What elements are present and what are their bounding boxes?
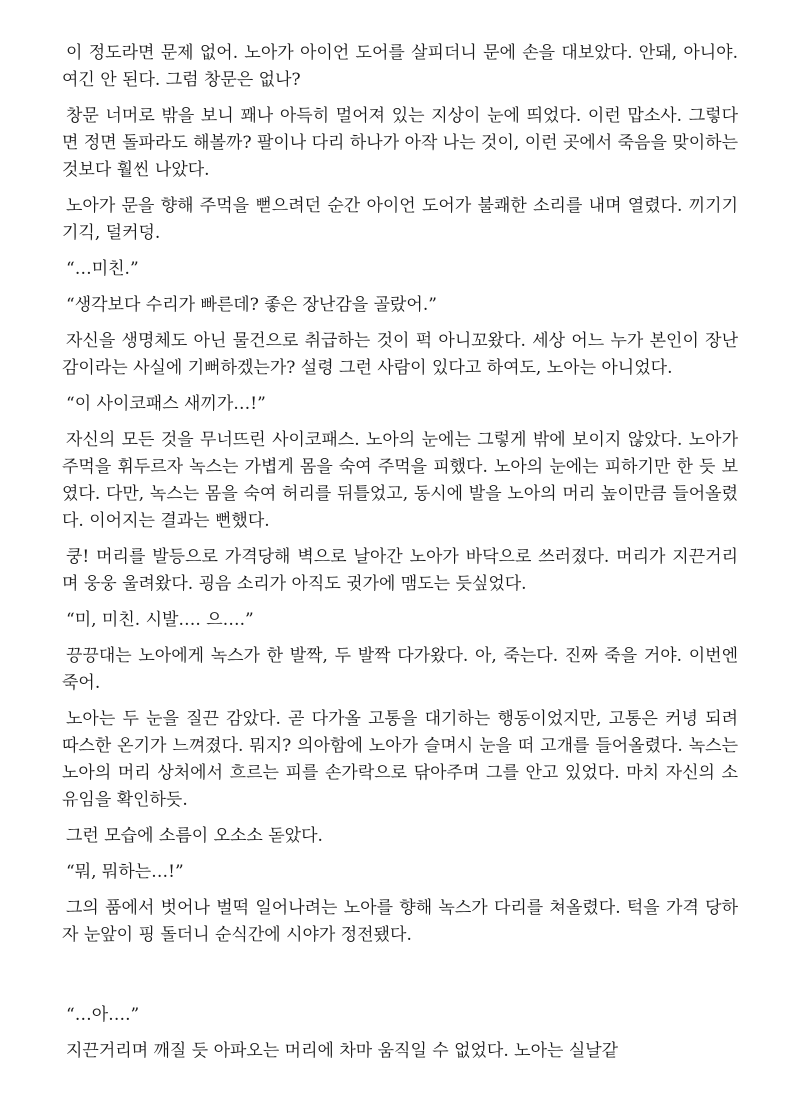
paragraph: 창문 너머로 밖을 보니 꽤나 아득히 멀어져 있는 지상이 눈에 띄었다. 이런 맙소사. 그렇다면 정면 돌파라도 해볼까? 팔이나 다리 하나가 아작 나는 것이, 이런 곳에서 죽음을 맞이하는 것보다 훨씬 나았다. <box>62 106 738 180</box>
paragraph: 그의 품에서 벗어나 벌떡 일어나려는 노아를 향해 녹스가 다리를 쳐올렸다. 턱을 가격 당하자 눈앞이 핑 돌더니 순식간에 시야가 정전됐다. <box>62 898 738 945</box>
paragraph: 끙끙대는 노아에게 녹스가 한 발짝, 두 발짝 다가왔다. 아, 죽는다. 진짜 죽을 거야. 이번엔 죽어. <box>62 646 738 693</box>
dialogue-line: “이 사이코패스 새끼가…!” <box>66 394 266 414</box>
paragraph: 노아가 문을 향해 주먹을 뻗으려던 순간 아이언 도어가 불쾌한 소리를 내며 열렸다. 끼기기기긱, 덜커덩. <box>62 196 738 243</box>
scene-break <box>62 958 738 1002</box>
paragraph: 쿵! 머리를 발등으로 가격당해 벽으로 날아간 노아가 바닥으로 쓰러졌다. 머리가 지끈거리며 웅웅 울려왔다. 굉음 소리가 아직도 귓가에 맴도는 듯싶었다. <box>62 547 738 594</box>
dialogue-line: “…미친.” <box>66 259 139 279</box>
paragraph: 자신을 생명체도 아닌 물건으로 취급하는 것이 퍽 아니꼬왔다. 세상 어느 누가 본인이 장난감이라는 사실에 기뻐하겠는가? 설령 그런 사람이 있다고 하여도, 노아는 아니었다. <box>62 331 738 378</box>
paragraph: 그런 모습에 소름이 오소소 돋았다. <box>66 826 323 846</box>
paragraph: 지끈거리며 깨질 듯 아파오는 머리에 차마 움직일 수 없었다. 노아는 실날같 <box>66 1041 619 1061</box>
dialogue-line: “…아….” <box>66 1005 140 1025</box>
paragraph: 노아는 두 눈을 질끈 감았다. 곧 다가올 고통을 대기하는 행동이었지만, 고통은 커녕 되려 따스한 온기가 느껴졌다. 뭐지? 의아함에 노아가 슬며시 눈을 떠 고개를 들어올렸다. 녹스는 노아의 머리 상처에서 흐르는 피를 손가락으로 닦아주며 그를 안고 있었다. 마치 자신의 소유임을 확인하듯. <box>62 709 738 810</box>
dialogue-line: “생각보다 수리가 빠른데? 좋은 장난감을 골랐어.” <box>66 295 437 315</box>
dialogue-line: “뭐, 뭐하는…!” <box>66 862 184 882</box>
paragraph: 자신의 모든 것을 무너뜨린 사이코패스. 노아의 눈에는 그렇게 밖에 보이지 않았다. 노아가 주먹을 휘두르자 녹스는 가볍게 몸을 숙여 주먹을 피했다. 노아의 눈에는 피하기만 한 듯 보였다. 다만, 녹스는 몸을 숙여 허리를 뒤틀었고, 동시에 발을 노아의 머리 높이만큼 들어올렸다. 이어지는 결과는 뻔했다. <box>62 430 738 531</box>
paragraph: 이 정도라면 문제 없어. 노아가 아이언 도어를 살피더니 문에 손을 대보았다. 안돼, 아니야. 여긴 안 된다. 그럼 창문은 없나? <box>62 43 738 90</box>
dialogue-line: “미, 미친. 시발…. 으….” <box>66 610 254 630</box>
